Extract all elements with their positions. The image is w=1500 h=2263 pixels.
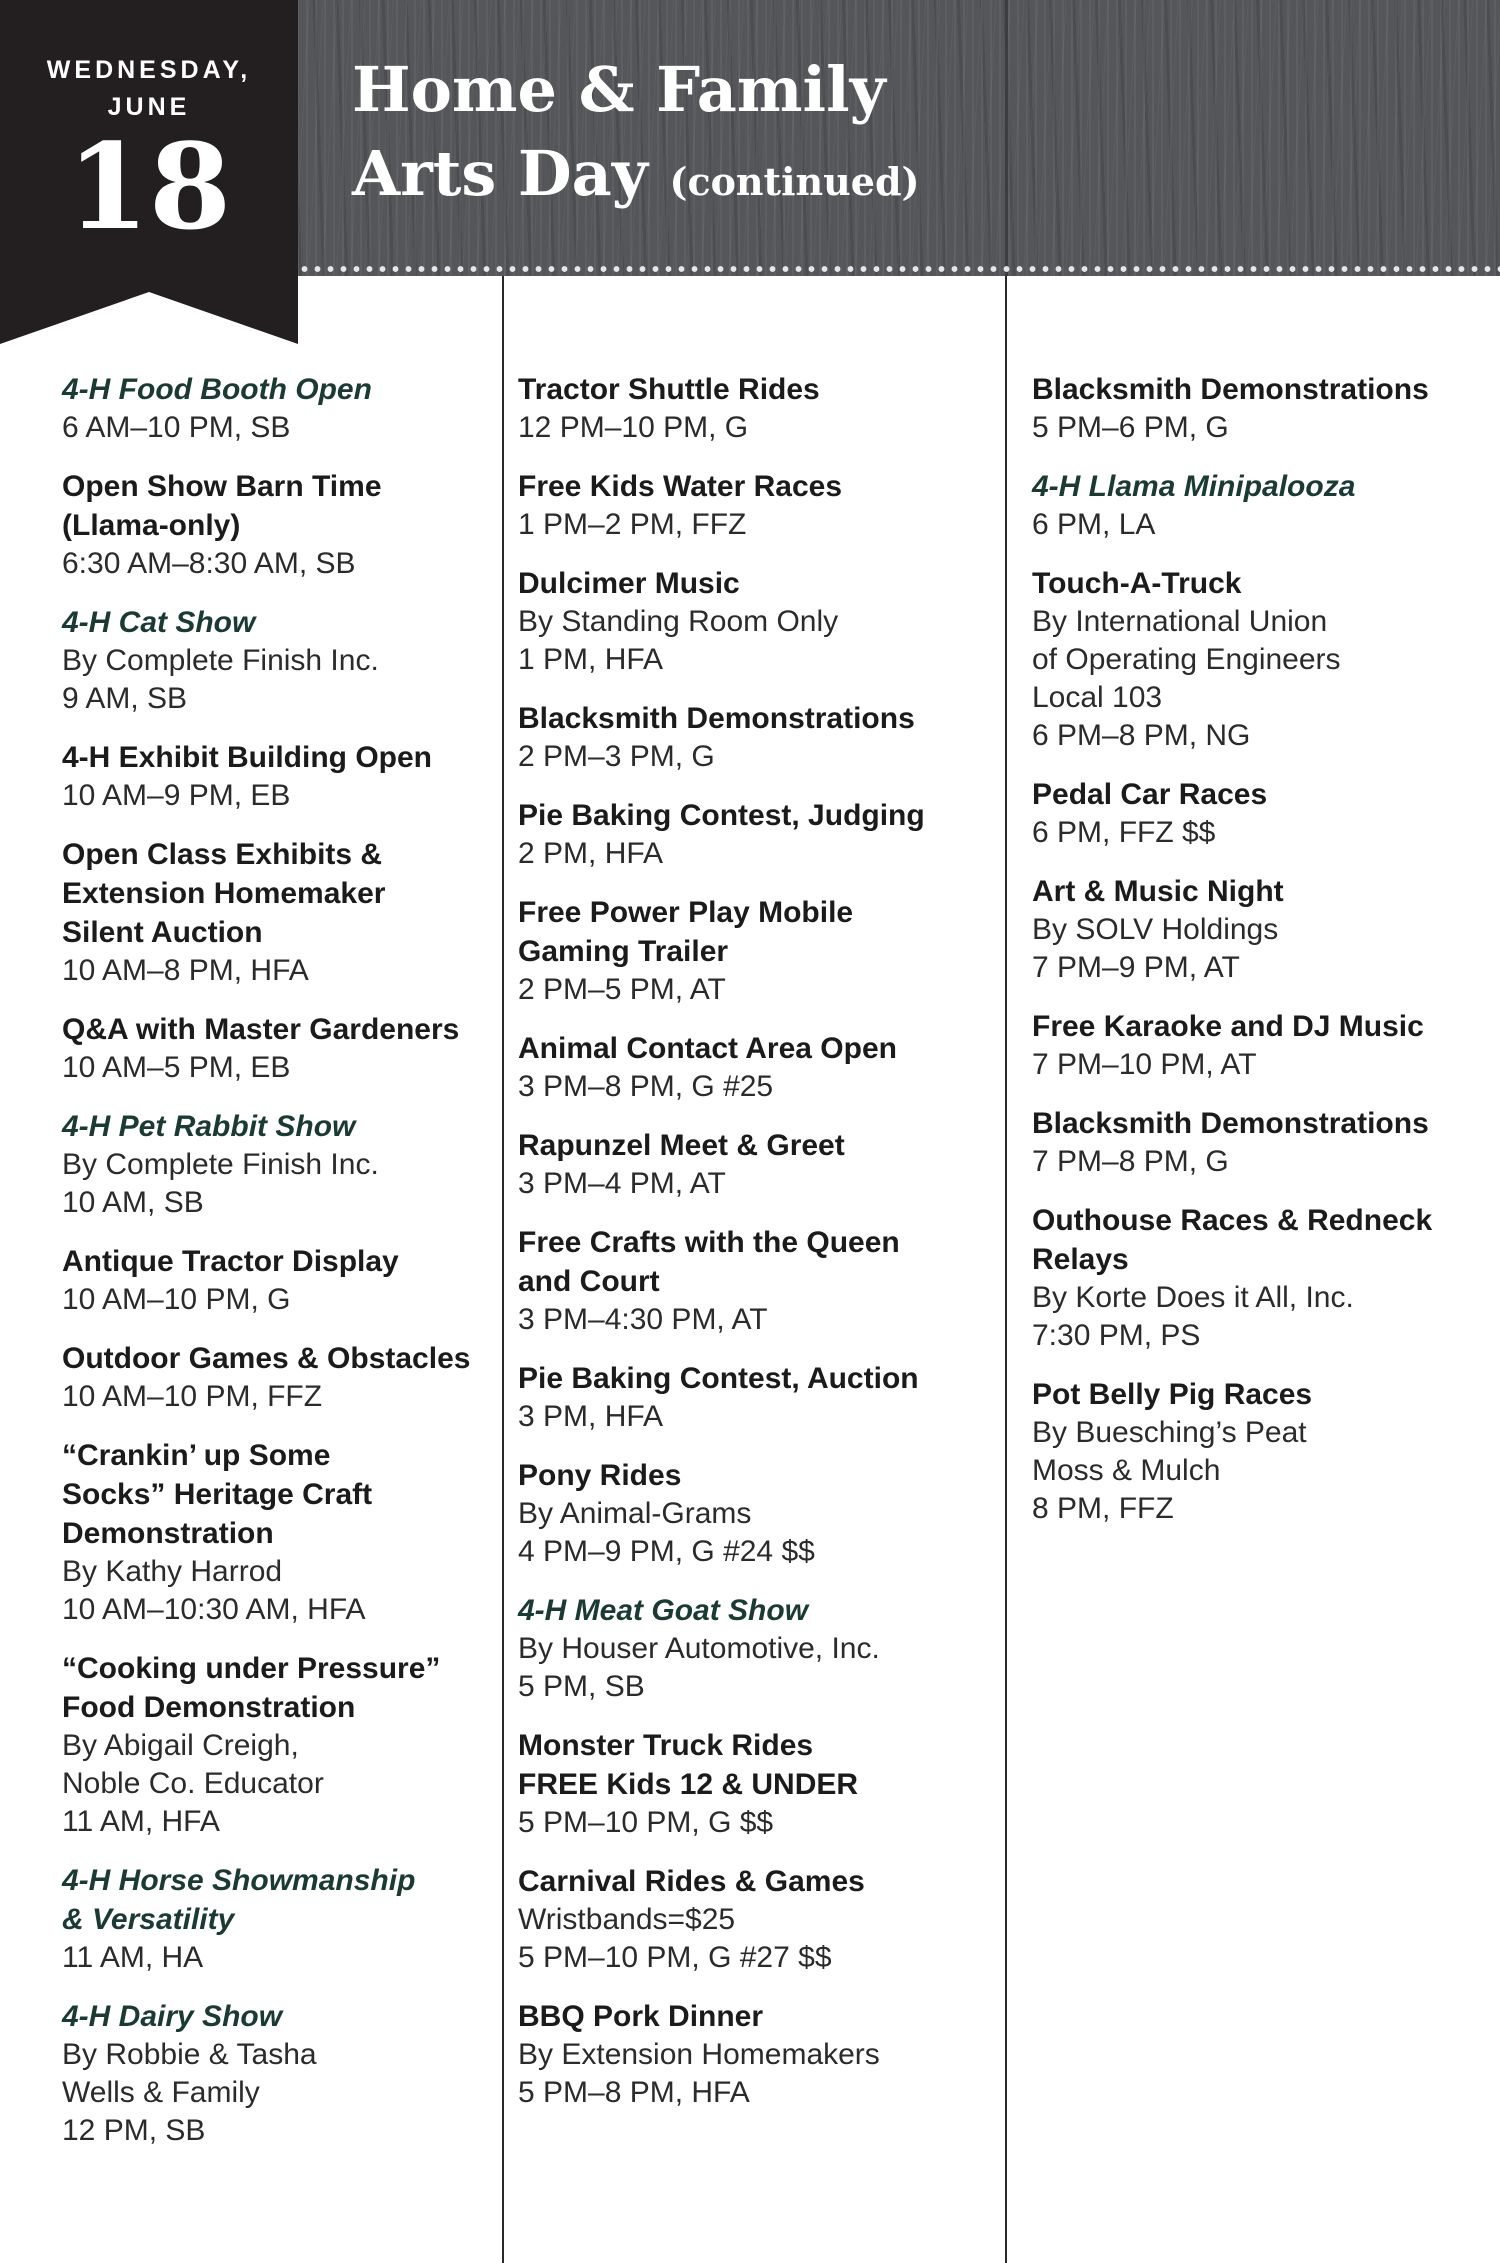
event-detail: 5 PM–10 PM, G $$	[518, 1806, 774, 1839]
event-title: “Crankin’ up Some Socks” Heritage Craft Demonstration	[62, 1439, 373, 1550]
schedule-event	[518, 1029, 988, 1106]
schedule-event	[518, 564, 988, 679]
schedule-event	[62, 1339, 502, 1416]
event-detail: 12 PM–10 PM, G	[518, 411, 749, 444]
event-title: Art & Music Night	[1032, 875, 1284, 908]
schedule-event	[62, 467, 502, 583]
column-divider	[502, 276, 504, 2263]
event-title: Pie Baking Contest, Judging	[518, 799, 925, 832]
event-detail: 6 PM, LA	[1032, 508, 1156, 541]
schedule-event	[62, 1649, 502, 1841]
schedule-event	[1032, 370, 1492, 447]
event-title: Outdoor Games & Obstacles	[62, 1342, 471, 1375]
schedule-event	[1032, 872, 1492, 987]
event-detail: By Korte Does it All, Inc. 7:30 PM, PS	[1032, 1281, 1354, 1352]
schedule-event	[518, 1862, 988, 1977]
schedule-event	[1032, 1375, 1492, 1528]
schedule-event	[518, 796, 988, 873]
event-title: 4-H Dairy Show	[62, 2000, 283, 2033]
schedule-event	[518, 699, 988, 776]
event-title: Free Power Play Mobile Gaming Trailer	[518, 896, 854, 968]
event-detail: By Complete Finish Inc. 10 AM, SB	[62, 1148, 379, 1219]
event-title: Blacksmith Demonstrations	[1032, 1107, 1429, 1140]
event-detail: 5 PM–6 PM, G	[1032, 411, 1229, 444]
schedule-event	[518, 467, 988, 544]
event-detail: 10 AM–10 PM, FFZ	[62, 1380, 323, 1413]
schedule-event	[518, 1223, 988, 1339]
schedule-event	[518, 370, 988, 447]
event-detail: 6 AM–10 PM, SB	[62, 411, 291, 444]
schedule-event	[518, 1359, 988, 1436]
event-title: Open Show Barn Time (Llama-only)	[62, 470, 382, 542]
event-detail: 3 PM–8 PM, G #25	[518, 1070, 774, 1103]
event-title: 4-H Pet Rabbit Show	[62, 1110, 356, 1143]
event-detail: By Buesching’s Peat Moss & Mulch 8 PM, FFZ	[1032, 1416, 1307, 1525]
event-detail: By Kathy Harrod 10 AM–10:30 AM, HFA	[62, 1555, 366, 1626]
event-title: Free Karaoke and DJ Music	[1032, 1010, 1424, 1043]
event-detail: 11 AM, HA	[62, 1941, 204, 1974]
schedule-event	[1032, 1104, 1492, 1181]
header-divider	[1005, 0, 1008, 276]
date-month: JUNE	[107, 93, 191, 121]
event-title: Carnival Rides & Games	[518, 1865, 865, 1898]
event-detail: 7 PM–10 PM, AT	[1032, 1048, 1257, 1081]
event-title: “Cooking under Pressure” Food Demonstration	[62, 1652, 441, 1724]
event-detail: 6:30 AM–8:30 AM, SB	[62, 547, 356, 580]
event-detail: By Animal-Grams 4 PM–9 PM, G #24 $$	[518, 1497, 815, 1568]
event-title: 4-H Food Booth Open	[62, 373, 372, 406]
event-title: Touch-A-Truck	[1032, 567, 1242, 600]
event-title: Pony Rides	[518, 1459, 682, 1492]
event-detail: 1 PM–2 PM, FFZ	[518, 508, 747, 541]
schedule-event	[62, 1107, 502, 1222]
event-title: Dulcimer Music	[518, 567, 740, 600]
event-detail: 2 PM–3 PM, G	[518, 740, 715, 773]
event-title: Outhouse Races & Redneck Relays	[1032, 1204, 1433, 1276]
event-detail: 7 PM–8 PM, G	[1032, 1145, 1229, 1178]
event-detail: By Abigail Creigh, Noble Co. Educator 11 AM, HFA	[62, 1729, 324, 1838]
page-title-suffix: (continued)	[669, 159, 920, 204]
event-title: 4-H Exhibit Building Open	[62, 741, 432, 774]
schedule-event	[518, 1997, 988, 2112]
event-title: Pie Baking Contest, Auction	[518, 1362, 919, 1395]
event-detail: 2 PM, HFA	[518, 837, 664, 870]
event-detail: Wristbands=$25 5 PM–10 PM, G #27 $$	[518, 1903, 832, 1974]
dotted-border	[298, 262, 1500, 276]
event-detail: By Extension Homemakers 5 PM–8 PM, HFA	[518, 2038, 880, 2109]
event-title: BBQ Pork Dinner	[518, 2000, 764, 2033]
event-title: 4-H Horse Showmanship & Versatility	[62, 1864, 416, 1936]
event-title: 4-H Llama Minipalooza	[1032, 470, 1356, 503]
event-detail: By International Union of Operating Engineers Local 103 6 PM–8 PM, NG	[1032, 605, 1341, 752]
event-detail: 3 PM, HFA	[518, 1400, 664, 1433]
schedule-event	[62, 835, 502, 990]
schedule-column-3	[1032, 370, 1492, 1548]
event-detail: 6 PM, FFZ $$	[1032, 816, 1216, 849]
event-title: Tractor Shuttle Rides	[518, 373, 820, 406]
schedule-column-2	[518, 370, 988, 2132]
event-title: Animal Contact Area Open	[518, 1032, 897, 1065]
schedule-event	[518, 1591, 988, 1706]
schedule-column-1	[62, 370, 502, 2170]
event-title: Monster Truck Rides FREE Kids 12 & UNDER	[518, 1729, 859, 1801]
event-detail: By Complete Finish Inc. 9 AM, SB	[62, 644, 379, 715]
schedule-event	[62, 1242, 502, 1319]
event-detail: 2 PM–5 PM, AT	[518, 973, 726, 1006]
date-day: 18	[66, 117, 232, 256]
schedule-event	[518, 1726, 988, 1842]
schedule-event	[62, 1861, 502, 1977]
event-detail: By Robbie & Tasha Wells & Family 12 PM, SB	[62, 2038, 317, 2147]
schedule-event	[62, 1436, 502, 1629]
column-divider	[1005, 276, 1007, 2263]
schedule-event	[1032, 775, 1492, 852]
schedule-event	[62, 1010, 502, 1087]
event-title: Antique Tractor Display	[62, 1245, 399, 1278]
event-detail: 3 PM–4 PM, AT	[518, 1167, 726, 1200]
schedule-event	[62, 603, 502, 718]
event-title: Open Class Exhibits & Extension Homemaker Silent Auction	[62, 838, 386, 949]
page-title-line2	[352, 134, 920, 222]
schedule-event	[62, 370, 502, 447]
event-title: Blacksmith Demonstrations	[1032, 373, 1429, 406]
page-title-line1: Home & Family	[352, 53, 886, 126]
schedule-event	[1032, 1201, 1492, 1355]
schedule-event	[62, 738, 502, 815]
event-detail: By SOLV Holdings 7 PM–9 PM, AT	[1032, 913, 1279, 984]
event-detail: 10 AM–10 PM, G	[62, 1283, 291, 1316]
schedule-event	[1032, 564, 1492, 755]
schedule-event	[518, 893, 988, 1009]
event-detail: 10 AM–8 PM, HFA	[62, 954, 309, 987]
schedule-event	[1032, 1007, 1492, 1084]
event-detail: 3 PM–4:30 PM, AT	[518, 1303, 768, 1336]
schedule-event	[62, 1997, 502, 2150]
schedule-event	[518, 1126, 988, 1203]
date-badge	[0, 0, 298, 344]
event-title: Pedal Car Races	[1032, 778, 1268, 811]
page-title-main: Arts Day	[352, 137, 648, 210]
event-title: Blacksmith Demonstrations	[518, 702, 915, 735]
event-detail: 10 AM–5 PM, EB	[62, 1051, 291, 1084]
event-detail: By Houser Automotive, Inc. 5 PM, SB	[518, 1632, 880, 1703]
event-title: Pot Belly Pig Races	[1032, 1378, 1313, 1411]
date-weekday: WEDNESDAY,	[46, 56, 252, 84]
event-title: Rapunzel Meet & Greet	[518, 1129, 845, 1162]
event-title: 4-H Meat Goat Show	[518, 1594, 809, 1627]
schedule-event	[1032, 467, 1492, 544]
event-detail: By Standing Room Only 1 PM, HFA	[518, 605, 839, 676]
event-detail: 10 AM–9 PM, EB	[62, 779, 291, 812]
event-title: Free Kids Water Races	[518, 470, 843, 503]
schedule-event	[518, 1456, 988, 1571]
event-title: 4-H Cat Show	[62, 606, 256, 639]
event-title: Q&A with Master Gardeners	[62, 1013, 460, 1046]
event-title: Free Crafts with the Queen and Court	[518, 1226, 900, 1298]
